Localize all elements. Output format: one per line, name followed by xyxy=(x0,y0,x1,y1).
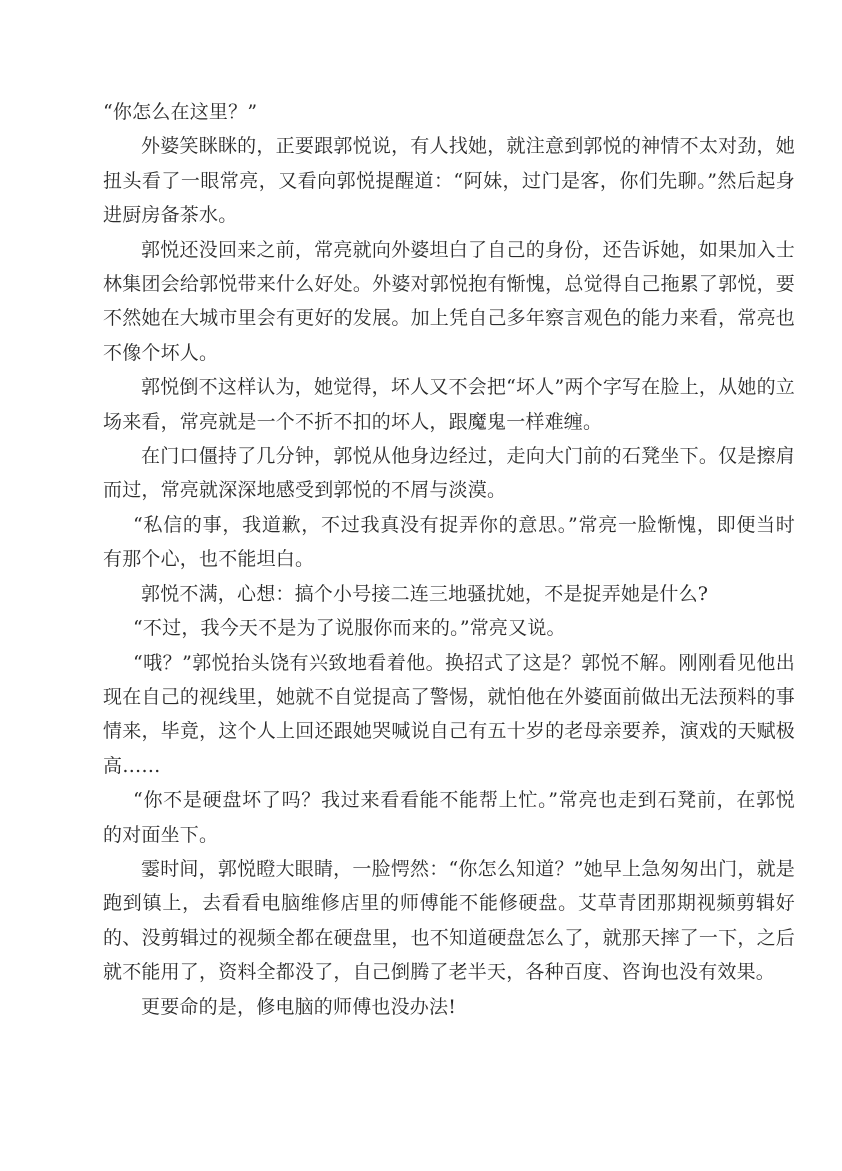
paragraph: 霎时间，郭悦瞪大眼睛，一脸愕然：“你怎么知道？”她早上急匆匆出门，就是跑到镇上，去看看电脑维修店里的师傅能不能修硬盘。艾草青团那期视频剪辑好的、没剪辑过的视频全都在硬盘里，也不知道硬盘怎么了，就那天摔了一下，之后就不能用了，资料全都没了，自己倒腾了老半天，各种百度、咨询也没有效果。 xyxy=(103,857,795,984)
paragraph: “你不是硬盘坏了吗？我过来看看能不能帮上忙。”常亮也走到石凳前，在郭悦的对面坐下。 xyxy=(103,789,795,846)
paragraph: “你怎么在这里？” xyxy=(103,101,258,123)
paragraph: 在门口僵持了几分钟，郭悦从他身边经过，走向大门前的石凳坐下。仅是擦肩而过，常亮就深深地感受到郭悦的不屑与淡漠。 xyxy=(103,445,795,502)
paragraph: 外婆笑眯眯的，正要跟郭悦说，有人找她，就注意到郭悦的神情不太对劲，她扭头看了一眼常亮，又看向郭悦提醒道：“阿妹，过门是客，你们先聊。”然后起身进厨房备茶水。 xyxy=(103,135,795,227)
paragraph: “不过，我今天不是为了说服你而来的。”常亮又说。 xyxy=(133,617,566,640)
paragraph: 郭悦还没回来之前，常亮就向外婆坦白了自己的身份，还告诉她，如果加入士林集团会给郭悦带来什么好处。外婆对郭悦抱有惭愧，总觉得自己拖累了郭悦，要不然她在大城市里会有更好的发展。加上凭自己多年察言观色的能力来看，常亮也不像个坏人。 xyxy=(103,238,795,364)
body-text xyxy=(103,95,795,1024)
paragraph: “私信的事，我道歉，不过我真没有捉弄你的意思。”常亮一脸惭愧，即便当时有那个心，也不能坦白。 xyxy=(103,513,795,571)
paragraph: 更要命的是，修电脑的师傅也没办法! xyxy=(141,995,457,1018)
paragraph: “哦？”郭悦抬头饶有兴致地看着他。换招式了这是？郭悦不解。刚刚看见他出现在自己的视线里，她就不自觉提高了警惕，就怕他在外婆面前做出无法预料的事情来，毕竟，这个人上回还跟她哭喊说自己有五十岁的老母亲要养，演戏的天赋极高…… xyxy=(103,651,795,777)
paragraph: 郭悦倒不这样认为，她觉得，坏人又不会把“坏人”两个字写在脸上，从她的立场来看，常亮就是一个不折不扣的坏人，跟魔鬼一样难缠。 xyxy=(103,376,795,433)
paragraph: 郭悦不满，心想：搞个小号接二连三地骚扰她，不是捉弄她是什么? xyxy=(141,582,709,605)
